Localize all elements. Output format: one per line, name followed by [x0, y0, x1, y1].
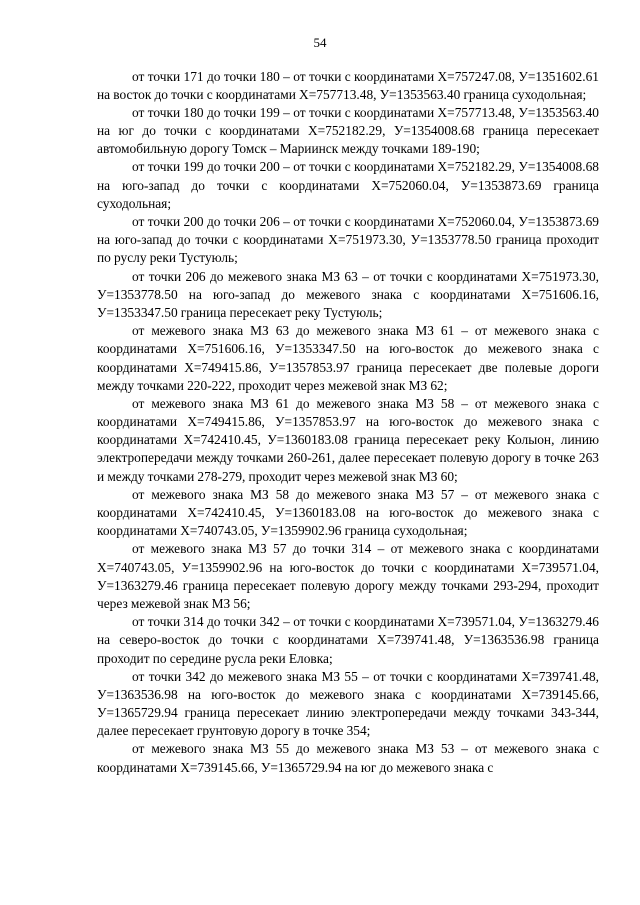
paragraph-mz61-mz58: от межевого знака МЗ 61 до межевого знака МЗ 58 – от межевого знака с координатами Х=749415.86, У=1357853.97 на юго-восток до межевого знака с координатами Х=742410.45, У=1360183.08 граница пересекает реку Колыон, линию электропередачи между точками 260-261, далее пересекает полевую дорогу в точке 263 и между точками 278-279, проходит через межевой знак МЗ 60; [97, 395, 599, 484]
paragraph-200-206: от точки 200 до точки 206 – от точки с координатами Х=752060.04, У=1353873.69 на юго-запад до точки с координатами Х=751973.30, У=1353778.50 граница проходит по руслу реки Тустуюль; [97, 214, 599, 266]
paragraph-206-mz63: от точки 206 до межевого знака МЗ 63 – от точки с координатами Х=751973.30, У=1353778.50 на юго-запад до межевого знака с координатами Х=751606.16, У=1353347.50 граница пересекает реку Тустуюль; [97, 268, 599, 320]
page-number: 54 [313, 35, 327, 50]
paragraph-342-mz55: от точки 342 до межевого знака МЗ 55 – от точки с координатами Х=739741.48, У=1363536.98 на юго-восток до межевого знака с координатами Х=739145.66, У=1365729.94 граница пересекает линию электропередачи между точками 343-344, далее пересекает грунтовую дорогу в точке 354; [97, 668, 599, 739]
paragraph-199-200: от точки 199 до точки 200 – от точки с координатами Х=752182.29, У=1354008.68 на юго-запад до точки с координатами Х=752060.04, У=1353873.69 граница суходольная; [97, 159, 599, 211]
paragraph-314-342: от точки 314 до точки 342 – от точки с координатами Х=739571.04, У=1363279.46 на северо-восток до точки с координатами Х=739741.48, У=1363536.98 граница проходит по середине русла реки Еловка; [97, 614, 599, 666]
paragraph-mz55-mz53: от межевого знака МЗ 55 до межевого знака МЗ 53 – от межевого знака с координатами Х=739145.66, У=1365729.94 на юг до межевого знака с [97, 741, 599, 775]
paragraph-180-199: от точки 180 до точки 199 – от точки с координатами Х=757713.48, У=1353563.40 на юг до точки с координатами Х=752182.29, У=1354008.68 граница пересекает автомобильную дорогу Томск – Мариинск между точками 189-190; [97, 104, 599, 157]
paragraph-mz58-mz57: от межевого знака МЗ 58 до межевого знака МЗ 57 – от межевого знака с координатами Х=742410.45, У=1360183.08 на юго-восток до межевого знака с координатами Х=740743.05, У=1359902.96 граница суходольная; [97, 486, 599, 539]
paragraph-171-180: от точки 171 до точки 180 – от точки с координатами Х=757247.08, У=1351602.61 на восток до точки с координатами Х=757713.48, У=1353563.40 граница суходольная; [97, 68, 599, 102]
paragraph-mz57-314: от межевого знака МЗ 57 до точки 314 – от межевого знака с координатами Х=740743.05, У=1359902.96 на юго-восток до точки с координатами Х=739571.04, У=1363279.46 граница пересекает полевую дорогу между точками 293-294, проходит через межевой знак МЗ 56; [97, 541, 599, 611]
boundary-description-text [97, 68, 599, 777]
paragraph-mz63-mz61: от межевого знака МЗ 63 до межевого знака МЗ 61 – от межевого знака с координатами Х=751606.16, У=1353347.50 на юго-восток до межевого знака с координатами Х=749415.86, У=1357853.97 граница пересекает две полевые дороги между точками 220-222, проходит через межевой знак МЗ 62; [97, 323, 599, 393]
